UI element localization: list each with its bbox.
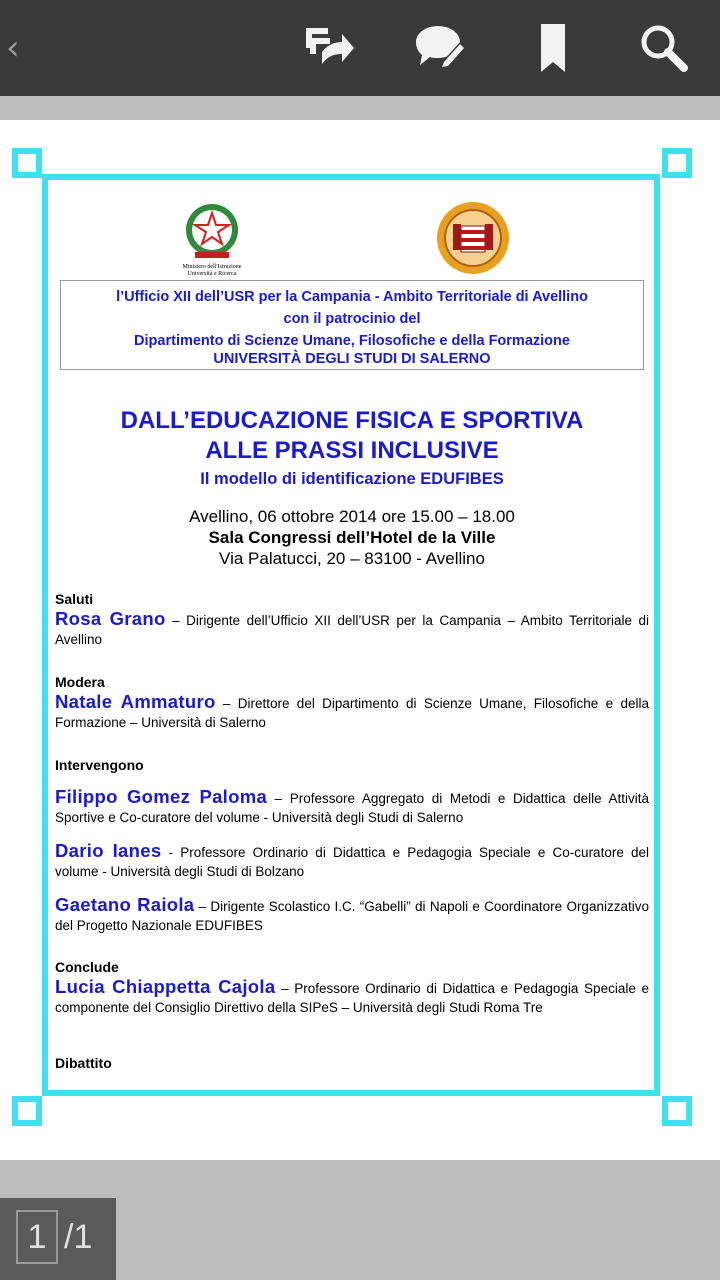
conclude-label: Conclude [55, 959, 119, 975]
speaker-desc: – Dirigente Scolastico I.C. “Gabelli” di Napoli e Coordinatore Organizzativo del Progetto Nazionale EDUFIBES [55, 899, 649, 933]
selection-handle-bottom-left[interactable] [12, 1096, 42, 1126]
event-venue: Sala Congressi dell’Hotel de la Ville [208, 528, 496, 547]
speaker-item [55, 841, 649, 881]
selection-handle-top-right[interactable] [662, 148, 692, 178]
modera-label: Modera [55, 674, 105, 690]
back-icon[interactable]: ‹ [6, 28, 20, 68]
saluti-name: Rosa Grano [55, 608, 166, 629]
speaker-name: Dario Ianes [55, 840, 162, 861]
modera-name: Natale Ammaturo [55, 691, 216, 712]
total-pages: /1 [64, 1218, 93, 1256]
selection-handle-top-left[interactable] [12, 148, 42, 178]
dibattito-section [55, 1054, 649, 1073]
speaker-name: Gaetano Raiola [55, 894, 195, 915]
title-line-2: ALLE PRASSI INCLUSIVE [205, 437, 499, 464]
event-title [55, 406, 649, 490]
saluti-section [55, 590, 649, 649]
share-icon[interactable] [300, 22, 354, 76]
speaker-item [55, 787, 649, 827]
intervengono-label-block [55, 756, 649, 775]
current-page[interactable]: 1 [16, 1210, 58, 1264]
comment-icon[interactable] [412, 22, 466, 76]
event-address: Via Palatucci, 20 – 83100 - Avellino [219, 549, 485, 568]
subtitle: Il modello di identificazione EDUFIBES [200, 470, 504, 488]
speaker-desc: - Professore Ordinario di Didattica e Pedagogia Speciale e Co-curatore del volume - Università degli Studi di Bolzano [55, 845, 649, 879]
header-line-4: UNIVERSITÀ DEGLI STUDI DI SALERNO [213, 351, 491, 367]
event-details [55, 506, 649, 569]
ministry-logo [175, 200, 255, 280]
conclude-desc: – Professore Ordinario di Didattica e Pedagogia Speciale e componente del Consiglio Direttivo della SIPeS – Università degli Studi Roma Tre [55, 981, 649, 1015]
saluti-desc: – Dirigente dell’Ufficio XII dell’USR per la Campania – Ambito Territoriale di Avellino [55, 613, 649, 647]
top-toolbar [0, 0, 720, 96]
university-seal-logo [433, 200, 513, 280]
conclude-name: Lucia Chiappetta Cajola [55, 976, 276, 997]
speaker-desc: – Professore Aggregato di Metodi e Didattica delle Attività Sportive e Co-curatore del volume - Università degli Studi di Salerno [55, 791, 650, 825]
header-line-2: con il patrocinio del [283, 311, 421, 327]
dibattito-label: Dibattito [55, 1055, 112, 1071]
logos-row [55, 200, 649, 280]
modera-section [55, 673, 649, 732]
speaker-item [55, 895, 649, 935]
svg-text:Ministero dell'Istruzione: Ministero dell'Istruzione [182, 264, 242, 270]
pdf-page [0, 120, 720, 1160]
speaker-name: Filippo Gomez Paloma [55, 786, 268, 807]
saluti-label: Saluti [55, 591, 94, 607]
bookmark-icon[interactable] [526, 22, 580, 76]
event-datetime: Avellino, 06 ottobre 2014 ore 15.00 – 18.00 [189, 507, 515, 526]
intervengono-label: Intervengono [55, 757, 144, 773]
title-line-1: DALL’EDUCAZIONE FISICA E SPORTIVA [120, 407, 584, 434]
organizer-box [60, 280, 644, 370]
selection-handle-bottom-right[interactable] [662, 1096, 692, 1126]
header-line-1: l’Ufficio XII dell’USR per la Campania - Ambito Territoriale di Avellino [116, 289, 588, 305]
header-line-3: Dipartimento di Scienze Umane, Filosofiche e della Formazione [134, 333, 570, 349]
search-icon[interactable] [638, 22, 692, 76]
modera-desc: – Direttore del Dipartimento di Scienze Umane, Filosofiche e della Formazione – Università di Salerno [55, 696, 649, 730]
conclude-section [55, 958, 649, 1017]
page-indicator[interactable] [0, 1198, 116, 1280]
svg-text:Università e Ricerca: Università e Ricerca [187, 271, 237, 277]
